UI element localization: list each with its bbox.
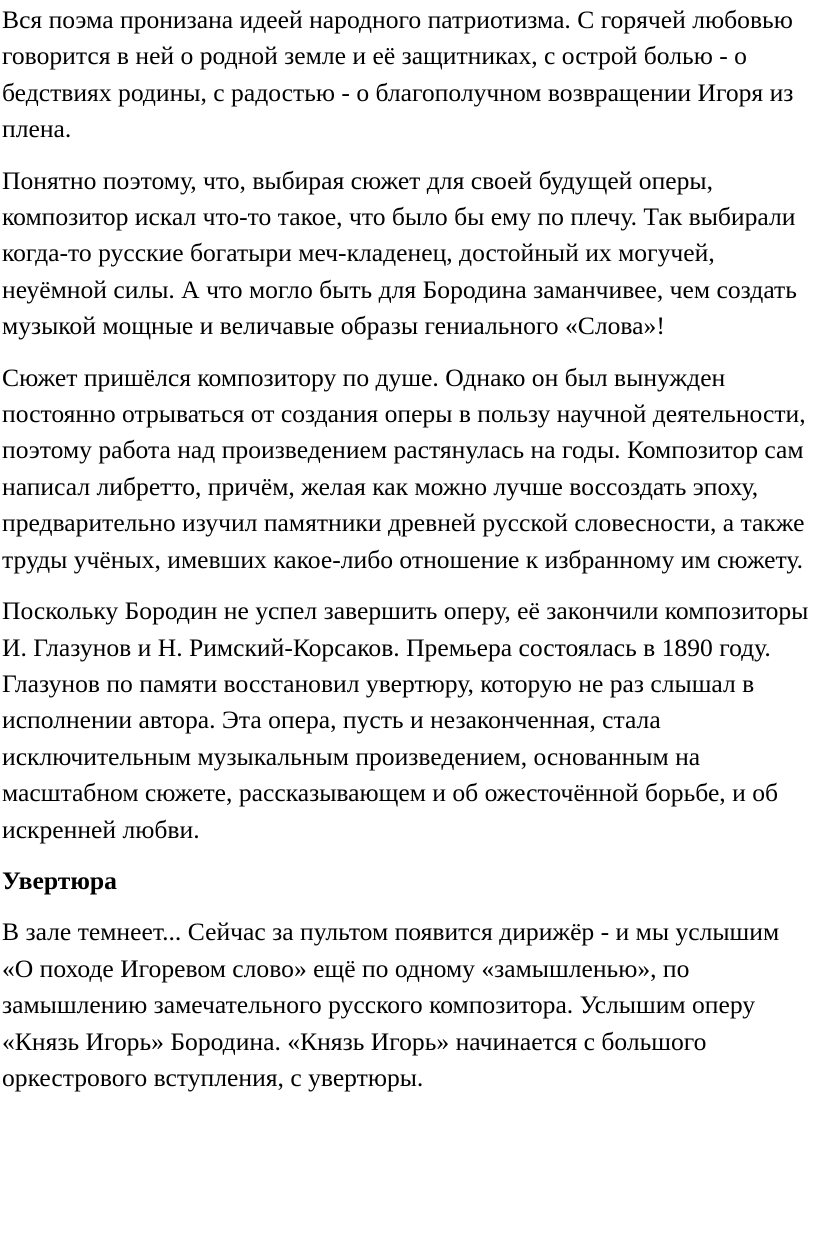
document-body — [2, 2, 814, 1111]
paragraph-patriotism: Вся поэма пронизана идеей народного патриотизма. С горячей любовью говорится в ней о родной земле и её защитниках, с острой болью - о бедствиях родины, с радостью - о благополучном возвращении Игоря из плена. — [2, 5, 794, 144]
paragraph-plot-choice: Понятно поэтому, что, выбирая сюжет для своей будущей оперы, композитор искал что-то такое, что было бы ему по плечу. Так выбирали когда-то русские богатыри меч-кладенец, достойный их могучей, неуёмной силы. А что могло быть для Бородина заманчивее, чем создать музыкой мощные и величавые образы гениального «Слова»! — [2, 165, 797, 341]
section-heading: Увертюра — [2, 865, 117, 895]
paragraph-libretto: Сюжет пришёлся композитору по душе. Однако он был вынужден постоянно отрываться от создания оперы в пользу научной деятельности, поэтому работа над произведением растянулась на годы. Композитор сам написал либретто, причём, желая как можно лучше воссоздать эпоху, предварительно изучил памятники древней русской словесности, а также труды учёных, имевших какое-либо отношение к избранному им сюжету. — [2, 362, 806, 574]
paragraph-overture: В зале темнеет... Сейчас за пультом появится дирижёр - и мы услышим «О походе Игоревом слово» ещё по одному «замышленью», по замышлению замечательного русского композитора. Услышим оперу «Князь Игорь» Бородина. «Князь Игорь» начинается с большого оркестрового вступления, с увертюры. — [2, 917, 780, 1092]
paragraph-completion: Поскольку Бородин не успел завершить оперу, её закончили композиторы И. Глазунов и Н. Римский-Корсаков. Премьера состоялась в 1890 году. Глазунов по памяти восстановил увертюру, которую не раз слышал в исполнении автора. Эта опера, пусть и незаконченная, стала исключительным музыкальным произведением, основанным на масштабном сюжете, рассказывающем и об ожесточённой борьбе, и об искренней любви. — [2, 596, 809, 844]
